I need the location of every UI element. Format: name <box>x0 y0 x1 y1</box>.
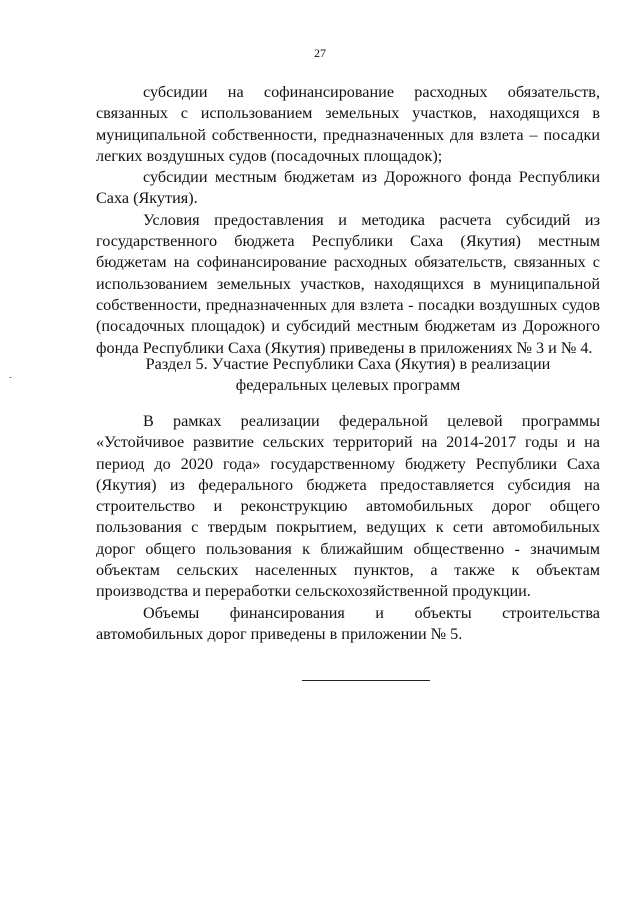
paragraph-federal-program: В рамках реализации федеральной целевой программы «Устойчивое развитие сельских территорий на 2014-2017 годы и на период до 2020 года» государственному бюджету Республики Саха (Якутия) из федерального бюджета предоставляется субсидия на строительство и реконструкцию автомобильных дорог общего пользования с твердым покрытием, ведущих к сети автомобильных дорог общего пользования к ближайшим общественно - значимым объектам сельских населенных пунктов, а также к объектам производства и переработки сельскохозяйственной продукции. <box>96 412 600 601</box>
section-heading-line-2: федеральных целевых программ <box>235 376 461 394</box>
paragraph-subsidies-road-fund: субсидии местным бюджетам из Дорожного фонда Республики Саха (Якутия). <box>96 168 600 208</box>
paragraph-subsidies-land: субсидии на софинансирование расходных обязательств, связанных с использованием земельных участков, находящихся в муниципальной собственности, предназначенных для взлета – посадки легких воздушных судов (посадочных площадок); <box>96 83 600 165</box>
scan-margin-mark <box>9 377 12 378</box>
paragraph-conditions: Условия предоставления и методика расчета субсидий из государственного бюджета Республики Саха (Якутия) местным бюджетам на софинансирование расходных обязательств, связанных с использованием земельных участков, находящихся в муниципальной собственности, предназначенных для взлета - посадки воздушных судов (посадочных площадок) и субсидий местным бюджетам из Дорожного фонда Республики Саха (Якутия) приведены в приложениях № 3 и № 4. <box>96 210 600 357</box>
body-text-top <box>96 82 600 359</box>
section-heading-line-1: Раздел 5. Участие Республики Саха (Якутия) в реализации <box>145 355 551 373</box>
page-number: 27 <box>314 46 326 60</box>
body-text-bottom <box>96 411 600 645</box>
section-heading <box>96 354 600 396</box>
closing-divider-line <box>302 680 430 681</box>
paragraph-financing-volumes: Объемы финансирования и объекты строительства автомобильных дорог приведены в приложении № 5. <box>96 603 600 643</box>
